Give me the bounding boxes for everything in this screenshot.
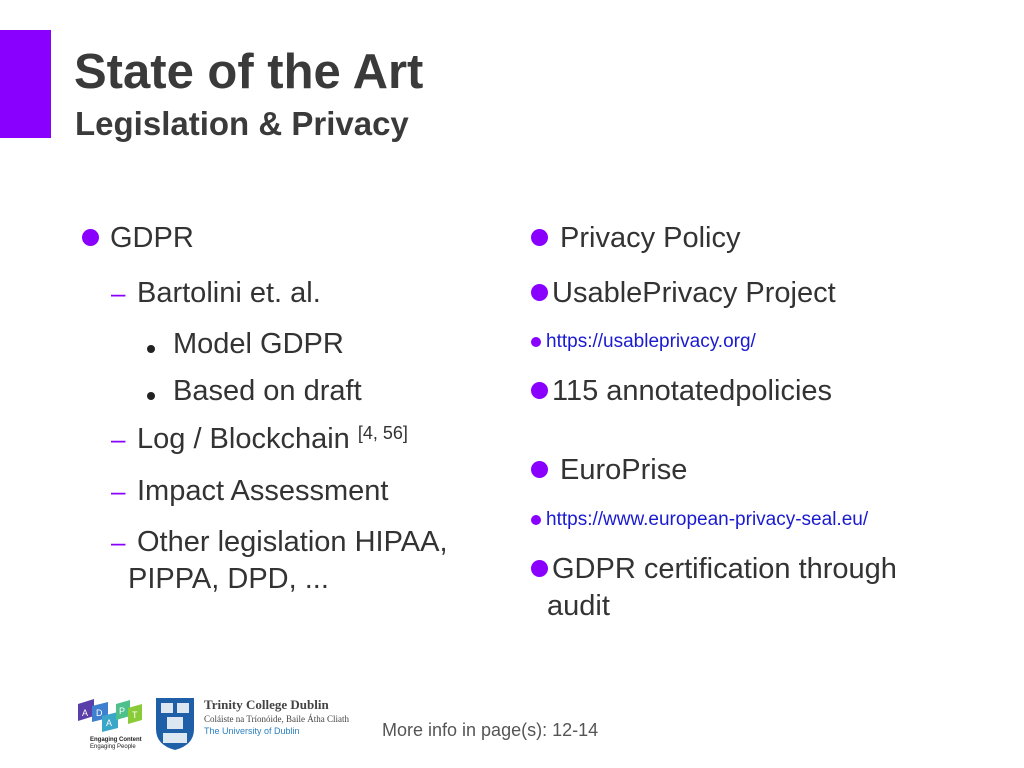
tcd-name: Trinity College Dublin (204, 697, 329, 712)
dash-icon: – (111, 476, 126, 506)
dash-icon: – (111, 278, 126, 308)
bullet-gdpr: GDPR (110, 222, 194, 254)
tcd-irish-name: Coláiste na Tríonóide, Baile Átha Cliath (204, 714, 349, 724)
adapt-logo-mark (76, 696, 146, 736)
adapt-tagline-1: Engaging Content (90, 737, 142, 743)
bullet-icon (531, 382, 548, 399)
bullet-icon (147, 392, 155, 400)
link-europrise[interactable]: https://www.european-privacy-seal.eu/ (546, 509, 869, 530)
bullet-icon (531, 284, 548, 301)
bullet-based-on-draft: Based on draft (173, 375, 362, 407)
svg-text:P: P (119, 706, 126, 716)
svg-text:T: T (132, 710, 138, 720)
citation-ref: [4, 56] (357, 423, 408, 443)
bullet-icon (531, 461, 548, 478)
bullet-other-legislation-cont: PIPPA, DPD, ... (128, 563, 329, 595)
more-info-text: More info in page(s): 12-14 (382, 720, 599, 740)
bullet-icon (82, 229, 99, 246)
link-usableprivacy[interactable]: https://usableprivacy.org/ (546, 331, 756, 352)
page-title: State of the Art (74, 45, 424, 99)
dash-icon: – (111, 527, 126, 557)
bullet-log-blockchain (137, 422, 408, 456)
bullet-privacy-policy: Privacy Policy (560, 222, 741, 254)
adapt-logo (76, 696, 146, 752)
bullet-other-legislation: Other legislation HIPAA, (137, 526, 448, 558)
accent-bar (0, 30, 51, 138)
bullet-bartolini: Bartolini et. al. (137, 277, 321, 309)
svg-text:A: A (106, 718, 113, 728)
adapt-tagline-2: Engaging People (90, 744, 136, 750)
bullet-model-gdpr: Model GDPR (173, 328, 344, 360)
bullet-usableprivacy: UsablePrivacy Project (552, 277, 836, 309)
page-subtitle: Legislation & Privacy (75, 105, 409, 142)
bullet-gdpr-certification: GDPR certification through (552, 553, 897, 585)
bullet-impact-assessment: Impact Assessment (137, 475, 389, 507)
bullet-europrise: EuroPrise (560, 454, 688, 486)
bullet-annotated-policies: 115 annotatedpolicies (552, 375, 833, 407)
dash-icon: – (111, 424, 126, 454)
log-text: Log / Blockchain (137, 423, 358, 455)
svg-text:D: D (96, 708, 103, 718)
svg-text:A: A (82, 708, 89, 718)
bullet-icon (147, 345, 155, 353)
bullet-icon (531, 515, 541, 525)
bullet-icon (531, 337, 541, 347)
bullet-icon (531, 229, 548, 246)
bullet-gdpr-certification-cont: audit (547, 590, 610, 622)
tcd-crest-icon (155, 697, 195, 751)
bullet-icon (531, 560, 548, 577)
tcd-subtitle: The University of Dublin (204, 726, 300, 736)
